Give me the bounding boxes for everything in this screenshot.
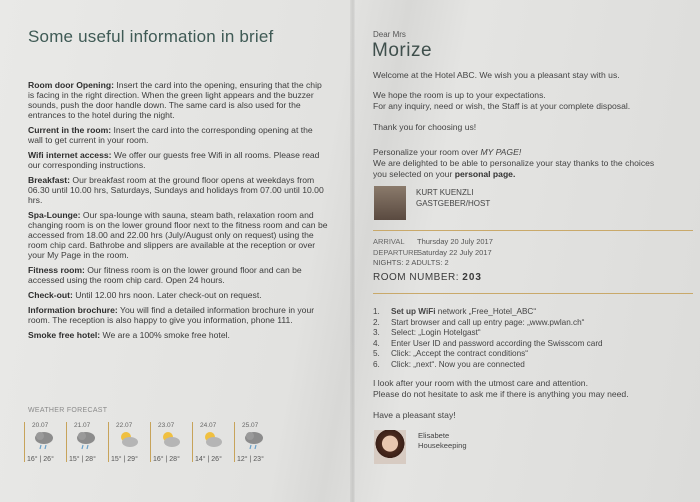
forecast-day (108, 420, 150, 468)
forecast-temp: 12° | 23° (237, 456, 264, 463)
info-list (28, 80, 328, 345)
personalize-lead-3: you selected on your (373, 169, 455, 179)
info-label: Breakfast: (28, 175, 71, 185)
info-item-room-door (28, 80, 328, 120)
rain-cloud-icon (32, 429, 56, 451)
info-label: Room door Opening: (28, 80, 114, 90)
arrival-date: Thursday 20 July 2017 (417, 237, 493, 246)
info-item-current (28, 125, 328, 145)
info-item-wifi (28, 150, 328, 170)
info-label: Smoke free hotel: (28, 330, 101, 340)
wifi-step (373, 328, 603, 339)
weather-forecast-label: WEATHER FORECAST (28, 407, 108, 414)
info-item-breakfast (28, 175, 328, 205)
forecast-day (66, 420, 108, 468)
info-label: Fitness room: (28, 265, 85, 275)
forecast-temp: 16° | 28° (153, 456, 180, 463)
departure-label: DEPARTURE (373, 247, 419, 257)
thanks-text: Thank you for choosing us! (373, 122, 477, 132)
info-text: Our breakfast room at the ground floor opens at weekdays from 06.30 until 10.00 hrs, Saturdays, Sundays and holidays from 07.00 until 10.00 hrs. (28, 175, 324, 205)
personalize-line-2: We are delighted to be able to personalize your stay thanks to the choices (373, 158, 655, 168)
personalize-line-1 (373, 147, 693, 158)
welcome-text: Welcome at the Hotel ABC. We wish you a pleasant stay with us. (373, 70, 620, 80)
forecast-day (234, 420, 276, 468)
hope-text-1: We hope the room is up to your expectations. (373, 90, 546, 100)
divider (373, 293, 693, 294)
guests-row (373, 258, 493, 269)
divider (373, 230, 693, 231)
host-signature (416, 187, 490, 209)
info-title: Some useful information in brief (28, 27, 274, 46)
step-text: Click: „next“. Now you are connected (391, 359, 525, 369)
my-page-link: MY PAGE! (480, 147, 522, 157)
sun-cloud-icon (116, 429, 140, 451)
arrival-row (373, 237, 493, 248)
forecast-date: 22.07 (116, 422, 133, 429)
sun-cloud-icon (158, 429, 182, 451)
step-text: Select: „Login Hotelgast“ (391, 328, 481, 337)
room-number-value: 203 (462, 272, 482, 283)
guest-name: Morize (372, 40, 433, 61)
forecast-day (24, 420, 66, 468)
personalize-line-3 (373, 169, 693, 180)
room-number-label: ROOM NUMBER: (373, 272, 459, 283)
info-label: Information brochure: (28, 305, 118, 315)
housekeeping-note (373, 378, 693, 400)
host-name: KURT KUENZLI (416, 188, 474, 197)
housekeeper-signature (418, 431, 467, 451)
step-number: 2. (373, 317, 380, 327)
departure-row (373, 248, 493, 259)
forecast-date: 23.07 (158, 422, 175, 429)
step-number: 6. (373, 359, 380, 369)
wifi-step (373, 318, 603, 329)
info-label: Spa-Lounge: (28, 210, 81, 220)
closing-line-2: Please do not hesitate to ask me if there is anything you may need. (373, 389, 629, 399)
info-text: We offer our guests free Wifi in all rooms. Please read our corresponding instructions. (28, 150, 320, 170)
forecast-date: 21.07 (74, 422, 91, 429)
housekeeper-name: Elisabete (418, 431, 450, 440)
weather-forecast (24, 420, 276, 468)
step-text: Click: „Accept the contract conditions“ (391, 349, 528, 358)
wifi-step (373, 360, 603, 371)
nights: NIGHTS: 2 (373, 258, 410, 267)
housekeeper-photo (374, 430, 406, 464)
host-title: GASTGEBER/HOST (416, 199, 491, 208)
forecast-temp: 14° | 26° (195, 456, 222, 463)
step-number: 4. (373, 338, 380, 348)
info-text: Insert the card into the corresponding opening at the wall to get current in your room. (28, 125, 313, 145)
step-number: 5. (373, 349, 380, 358)
room-number (373, 272, 482, 283)
wifi-step (373, 339, 603, 350)
info-text: Our fitness room is on the lower ground floor and can be accessed using the room chip card. Open 24 hours. (28, 265, 302, 285)
departure-date: Saturday 22 July 2017 (417, 247, 492, 257)
info-item-checkout (28, 290, 328, 300)
forecast-temp: 15° | 29° (111, 456, 138, 463)
forecast-temp: 15° | 28° (69, 456, 96, 463)
pleasant-stay-text: Have a pleasant stay! (373, 410, 456, 420)
step-lead: Set up WiFi (391, 307, 436, 316)
info-text: Insert the card into the opening, ensuring that the chip is facing in the right direction. When the green light appears and the buzzer sounds, push the door handle down. The same card is also used for the entrances to the hotel during the night. (28, 80, 322, 120)
right-page (356, 0, 700, 502)
info-text: We are a 100% smoke free hotel. (100, 330, 230, 340)
forecast-date: 20.07 (32, 422, 49, 429)
hope-text-2: For any inquiry, need or wish, the Staff is at your complete disposal. (373, 101, 631, 111)
info-item-spa (28, 210, 328, 260)
info-item-brochure (28, 305, 328, 325)
forecast-date: 25.07 (242, 422, 259, 429)
info-text: Until 12.00 hrs noon. Later check-out on request. (72, 290, 262, 300)
forecast-temp: 16° | 26° (27, 456, 54, 463)
step-text: Enter User ID and password according the Swisscom card (391, 338, 603, 348)
info-item-smoke-free (28, 330, 328, 340)
housekeeper-title: Housekeeping (418, 441, 467, 450)
wifi-step (373, 349, 603, 360)
step-text: Start browser and call up entry page: „www.pwlan.ch“ (391, 317, 585, 327)
info-label: Current in the room: (28, 125, 112, 135)
forecast-date: 24.07 (200, 422, 217, 429)
personal-page-text: personal page. (454, 169, 516, 179)
forecast-day (150, 420, 192, 468)
sun-cloud-icon (200, 429, 224, 451)
rain-cloud-icon (74, 429, 98, 451)
closing-line-1: I look after your room with the utmost care and attention. (373, 378, 588, 388)
host-photo (374, 186, 406, 220)
adults: ADULTS: 2 (411, 258, 449, 267)
info-text: You will find a detailed information brochure in your room. The reception is also happy to give you information, phone 111. (28, 305, 315, 325)
step-number: 1. (373, 307, 380, 316)
arrival-label: ARRIVAL (373, 237, 405, 246)
info-item-fitness (28, 265, 328, 285)
info-label: Wifi internet access: (28, 150, 112, 160)
salutation: Dear Mrs (373, 30, 406, 39)
forecast-day (192, 420, 234, 468)
wifi-step (373, 307, 603, 318)
info-label: Check-out: (28, 290, 73, 300)
step-number: 3. (373, 328, 380, 337)
personalize-lead: Personalize your room over (373, 147, 481, 157)
step-text: network „Free_Hotel_ABC“ (435, 307, 537, 316)
info-text: Our spa-lounge with sauna, steam bath, relaxation room and changing room is on the lower ground floor next to the fitness room and can be accessed from 18.00 and 22.00 hrs (July/August only on request) using the room chip card. Bathrobe and slippers are available at the reception or over your My Page in the room. (28, 210, 328, 260)
rain-cloud-icon (242, 429, 266, 451)
wifi-instructions (373, 307, 603, 370)
booking-details (373, 237, 493, 269)
